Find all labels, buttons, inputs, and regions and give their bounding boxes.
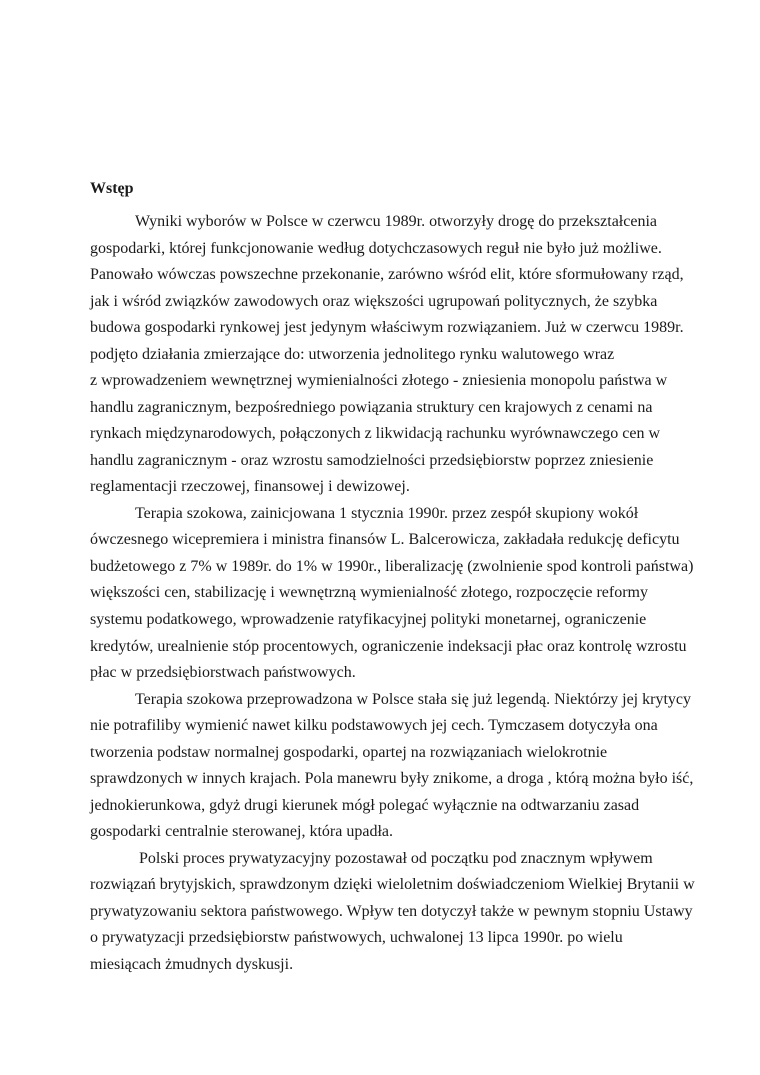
text-line: sprawdzonych w innych krajach. Pola manewru były znikome, a droga , którą można było iść, [90, 770, 694, 788]
text-line: reglamentacji rzeczowej, finansowej i dewizowej. [90, 478, 410, 496]
text-line: gospodarki centralnie sterowanej, która upadła. [90, 823, 393, 841]
text-line: Panowało wówczas powszechne przekonanie, zarówno wśród elit, które sformułowany rząd, [90, 266, 684, 284]
paragraph [90, 846, 710, 979]
text-line: prywatyzowaniu sektora państwowego. Wpływ ten dotyczył także w pewnym stopniu Ustawy [90, 902, 693, 920]
text-line: Terapia szokowa, zainicjowana 1 stycznia 1990r. przez zespół skupiony wokół [135, 504, 639, 522]
text-line: rozwiązań brytyjskich, sprawdzonym dzięki wieloletnim doświadczeniom Wielkiej Brytanii w [90, 876, 695, 894]
text-line: jak i wśród związków zawodowych oraz większości ugrupowań politycznych, że szybka [90, 292, 658, 310]
text-line: jednokierunkowa, gdyż drugi kierunek mógł polegać wyłącznie na odtwarzaniu zasad [90, 796, 640, 814]
text-line: podjęto działania zmierzające do: utworzenia jednolitego rynku walutowego wraz [90, 345, 615, 363]
paragraph [90, 209, 710, 501]
paragraph [90, 687, 710, 846]
text-line: miesiącach żmudnych dyskusji. [90, 955, 294, 973]
text-line: budżetowego z 7% w 1989r. do 1% w 1990r., liberalizację (zwolnienie spod kontroli państwa) [90, 557, 694, 575]
text-line: płac w przedsiębiorstwach państwowych. [90, 664, 356, 682]
text-line: tworzenia podstaw normalnej gospodarki, opartej na rozwiązaniach wielokrotnie [90, 743, 608, 761]
text-line: Terapia szokowa przeprowadzona w Polsce stała się już legendą. Niektórzy jej krytycy [135, 690, 691, 708]
text-line: handlu zagranicznym - oraz wzrostu samodzielności przedsiębiorstw poprzez zniesienie [90, 451, 654, 469]
text-line: o prywatyzacji przedsiębiorstw państwowych, uchwalonej 13 lipca 1990r. po wielu [90, 929, 623, 947]
text-line: rynkach międzynarodowych, połączonych z likwidacją rachunku wyrównawczego cen w [90, 425, 660, 443]
text-line: budowa gospodarki rynkowej jest jedynym właściwym rozwiązaniem. Już w czerwcu 1989r. [90, 319, 684, 337]
text-line: ówczesnego wicepremiera i ministra finansów L. Balcerowicza, zakładała redukcję deficytu [90, 531, 680, 549]
text-line: Polski proces prywatyzacyjny pozostawał od początku pod znacznym wpływem [139, 849, 653, 867]
text-line: kredytów, urealnienie stóp procentowych, ograniczenie indeksacji płac oraz kontrolę wzrostu [90, 637, 687, 655]
text-line: Wyniki wyborów w Polsce w czerwcu 1989r. otworzyły drogę do przekształcenia [135, 213, 657, 230]
text-line: handlu zagranicznym, bezpośredniego powiązania struktury cen krajowych z cenami na [90, 398, 653, 416]
text-line: większości cen, stabilizację i wewnętrzną wymienialność złotego, rozpoczęcie reformy [90, 584, 648, 602]
section-title: Wstęp [90, 180, 134, 197]
text-line: nie potrafiliby wymienić nawet kilku podstawowych jej cech. Tymczasem dotyczyła ona [90, 717, 658, 735]
paragraph [90, 501, 710, 687]
document-body [90, 209, 710, 978]
text-line: z wprowadzeniem wewnętrznej wymienialności złotego - zniesienia monopolu państwa w [90, 372, 668, 390]
text-line: gospodarki, której funkcjonowanie według dotychczasowych reguł nie było już możliwe. [90, 239, 662, 257]
text-line: systemu podatkowego, wprowadzenie ratyfikacyjnej polityki monetarnej, ograniczenie [90, 610, 647, 628]
